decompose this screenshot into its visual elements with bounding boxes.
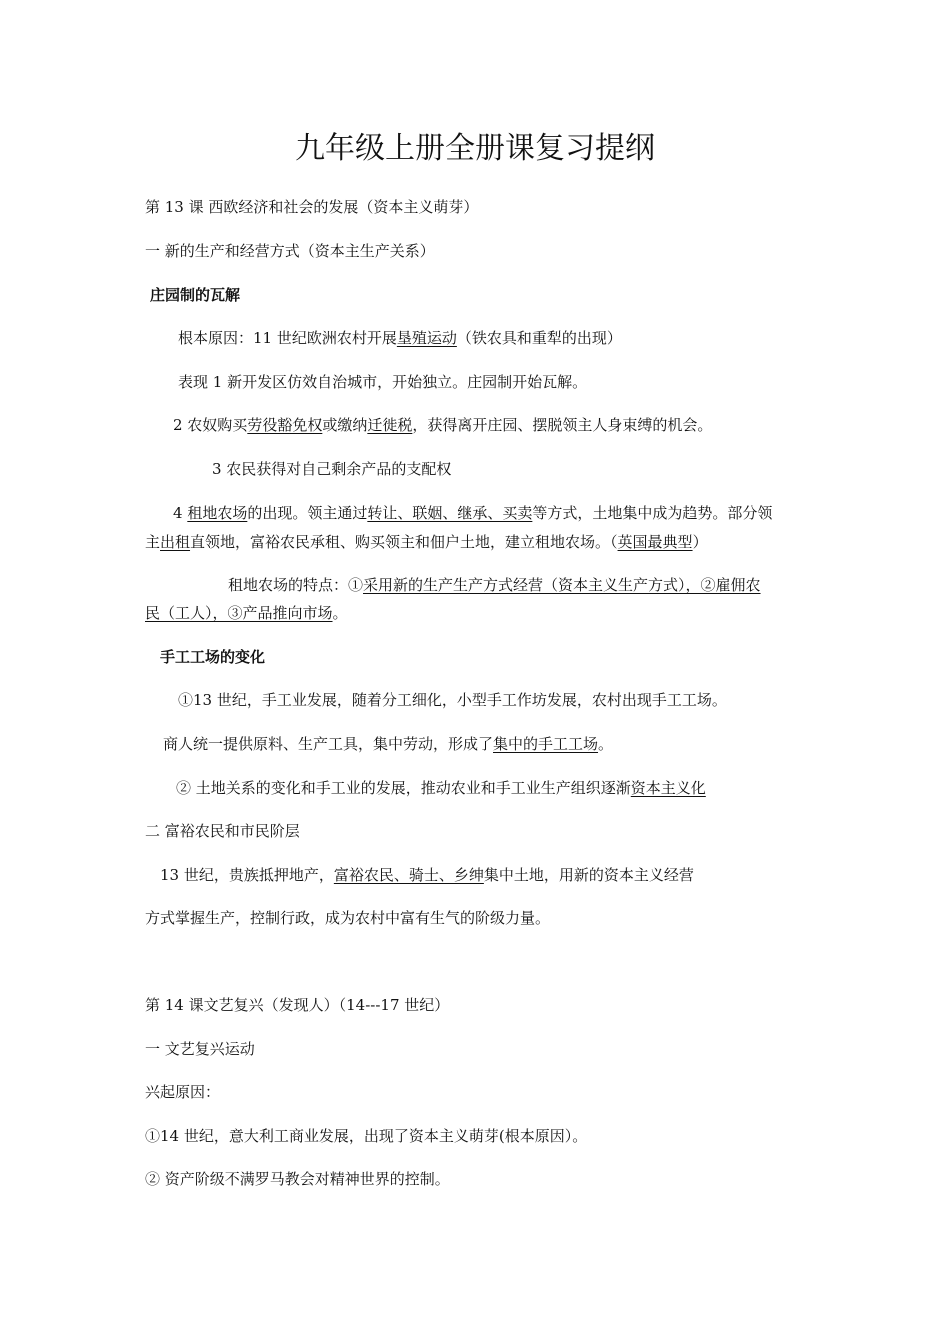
paragraph-performance-1: 表现 1 新开发区仿效自治城市，开始独立。庄园制开始瓦解。	[178, 373, 588, 391]
paragraph-performance-4: 4 租地农场的出现。领主通过转让、联姻、继承、买卖等方式，土地集中成为趋势。部分领	[173, 504, 773, 522]
subheading-manor-collapse: 庄园制的瓦解	[150, 286, 241, 304]
lesson-14-heading: 第 14 课文艺复兴（发现人）（14---17 世纪）	[145, 996, 450, 1014]
subheading-workshop-change: 手工工场的变化	[160, 648, 266, 666]
lesson-13-heading: 第 13 课 西欧经济和社会的发展（资本主义萌芽）	[145, 198, 479, 216]
paragraph-performance-4-cont: 主出租直领地，富裕农民承租、购买领主和佃户土地，建立租地农场。（英国最典型）	[145, 533, 708, 551]
paragraph-workshop-1: ①13 世纪，手工业发展，随着分工细化，小型手工作坊发展，农村出现手工工场。	[178, 691, 727, 709]
paragraph-rich-farmers-cont: 方式掌握生产，控制行政，成为农村中富有生气的阶级力量。	[145, 909, 551, 927]
paragraph-performance-3: 3 农民获得对自己剩余产品的支配权	[212, 460, 452, 478]
document-title: 九年级上册全册课复习提纲	[295, 131, 655, 166]
paragraph-rich-farmers: 13 世纪，贵族抵押地产，富裕农民、骑士、乡绅集中土地，用新的资本主义经营	[160, 866, 694, 884]
paragraph-performance-2: 2 农奴购买劳役豁免权或缴纳迁徙税，获得离开庄园、摆脱领主人身束缚的机会。	[173, 416, 713, 434]
rise-cause-2: ② 资产阶级不满罗马教会对精神世界的控制。	[145, 1170, 450, 1188]
section-2-heading: 二 富裕农民和市民阶层	[145, 822, 300, 840]
section-1-heading: 一 新的生产和经营方式（资本主生产关系）	[145, 242, 435, 260]
paragraph-root-cause: 根本原因：11 世纪欧洲农村开展垦殖运动（铁农具和重犁的出现）	[178, 329, 622, 347]
rise-cause-1: ①14 世纪，意大利工商业发展，出现了资本主义萌芽(根本原因）。	[145, 1127, 588, 1145]
rise-cause-label: 兴起原因：	[145, 1083, 221, 1101]
paragraph-farm-features: 租地农场的特点：①采用新的生产生产方式经营（资本主义生产方式），②雇佣农	[228, 576, 761, 594]
paragraph-workshop-2: 商人统一提供原料、生产工具，集中劳动，形成了集中的手工工场。	[163, 735, 614, 753]
renaissance-section-heading: 一 文艺复兴运动	[145, 1040, 255, 1058]
paragraph-farm-features-cont: 民（工人），③产品推向市场。	[145, 604, 348, 622]
paragraph-workshop-3: ② 土地关系的变化和手工业的发展，推动农业和手工业生产组织逐渐资本主义化	[176, 779, 706, 797]
